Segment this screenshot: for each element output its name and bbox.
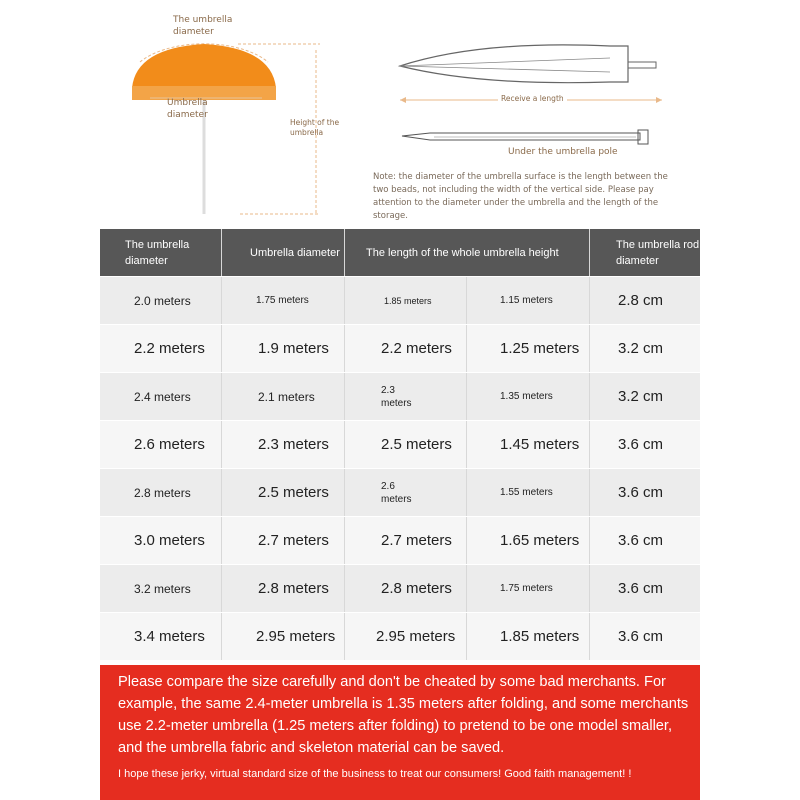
cell-length — [381, 373, 412, 420]
warning-sub-text: I hope these jerky, virtual standard size of the business to treat our consumers! Good faith management! ! — [118, 768, 632, 780]
folded-umbrella — [400, 45, 628, 83]
cell-length: 2.2 meters — [381, 340, 452, 357]
cell-length: 2.8 meters — [381, 580, 452, 597]
cell-rod: 3.6 cm — [618, 580, 664, 597]
cell-length-unit: meters — [381, 493, 412, 505]
cell-diameter: 2.2 meters — [134, 340, 205, 357]
cell-under-diameter: 2.8 meters — [258, 580, 329, 597]
header-umbrella-diameter: The umbrella diameter — [125, 238, 190, 267]
header-whole-length: The length of the whole umbrella height — [366, 246, 559, 259]
under-pole-label: Under the umbrella pole — [508, 147, 618, 157]
cell-length: 2.95 meters — [376, 628, 456, 645]
receive-length-label: Receive a length — [498, 93, 567, 105]
table-row — [100, 421, 700, 468]
umbrella-canopy — [132, 44, 276, 88]
cell-length-unit: meters — [381, 397, 412, 409]
cell-length — [381, 469, 412, 516]
cell-under-diameter: 2.3 meters — [258, 436, 329, 453]
cell-rod: 3.6 cm — [618, 628, 664, 645]
cell-rod: 3.6 cm — [618, 532, 664, 549]
cell-length-value: 2.6 — [381, 480, 395, 492]
cell-length-value: 2.3 — [381, 384, 395, 396]
cell-rod: 3.6 cm — [618, 436, 664, 453]
table-row — [100, 469, 700, 516]
cell-diameter: 2.0 meters — [134, 293, 191, 308]
height-label: Height of the umbrella — [290, 118, 340, 137]
cell-diameter: 2.8 meters — [134, 485, 191, 500]
cell-length: 2.5 meters — [381, 436, 452, 453]
cell-folded: 1.55 meters — [500, 487, 553, 498]
warning-main-text: Please compare the size carefully and don't be cheated by some bad merchants. For example, the same 2.4-meter umbrella is 1.35 meters after folding, and some merchants use 2.2-meter umbrella (1.25 meters after folding) to pretend to be one model smaller, and the umbrella fabric and skeleton material can be saved. — [118, 674, 689, 756]
cell-diameter: 3.4 meters — [134, 628, 205, 645]
size-table — [100, 229, 700, 660]
table-row — [100, 613, 700, 660]
cell-length: 1.85 meters — [384, 295, 432, 306]
diameter-under-label: Umbrella diameter — [167, 98, 208, 120]
table-header — [100, 229, 700, 276]
cell-folded: 1.25 meters — [500, 340, 580, 357]
table-row — [100, 277, 700, 324]
cell-under-diameter: 1.9 meters — [258, 340, 329, 357]
table-row — [100, 565, 700, 612]
header-rod-diameter: The umbrella rod diameter — [616, 238, 700, 267]
table-row — [100, 373, 700, 420]
cell-under-diameter: 2.95 meters — [256, 628, 336, 645]
diameter-top-label: The umbrella diameter — [173, 15, 233, 37]
cell-folded: 1.75 meters — [500, 583, 553, 594]
cell-rod: 3.2 cm — [618, 388, 664, 405]
cell-under-diameter: 2.7 meters — [258, 532, 329, 549]
table-row — [100, 325, 700, 372]
cell-diameter: 2.4 meters — [134, 389, 191, 404]
header-under-diameter: Umbrella diameter — [250, 246, 340, 259]
cell-diameter: 3.2 meters — [134, 581, 191, 596]
cell-rod: 3.6 cm — [618, 484, 664, 501]
cell-under-diameter: 1.75 meters — [256, 295, 309, 306]
umbrella-diagram — [0, 0, 800, 228]
cell-under-diameter: 2.1 meters — [258, 389, 315, 404]
cell-diameter: 2.6 meters — [134, 436, 205, 453]
cell-length: 2.7 meters — [381, 532, 452, 549]
cell-folded: 1.45 meters — [500, 436, 580, 453]
cell-rod: 3.2 cm — [618, 340, 664, 357]
cell-folded: 1.85 meters — [500, 628, 580, 645]
cell-folded: 1.35 meters — [500, 391, 553, 402]
lower-pole — [402, 133, 640, 140]
table-row — [100, 517, 700, 564]
cell-folded: 1.65 meters — [500, 532, 580, 549]
cell-rod: 2.8 cm — [618, 292, 664, 309]
warning-banner — [100, 665, 700, 800]
cell-under-diameter: 2.5 meters — [258, 484, 329, 501]
cell-folded: 1.15 meters — [500, 295, 553, 306]
note-text: Note: the diameter of the umbrella surface is the length between the two beads, not including the width of the vertical side. Please pay attention to the diameter under the umbrella and the length of the storage. — [373, 172, 668, 221]
cell-diameter: 3.0 meters — [134, 532, 205, 549]
